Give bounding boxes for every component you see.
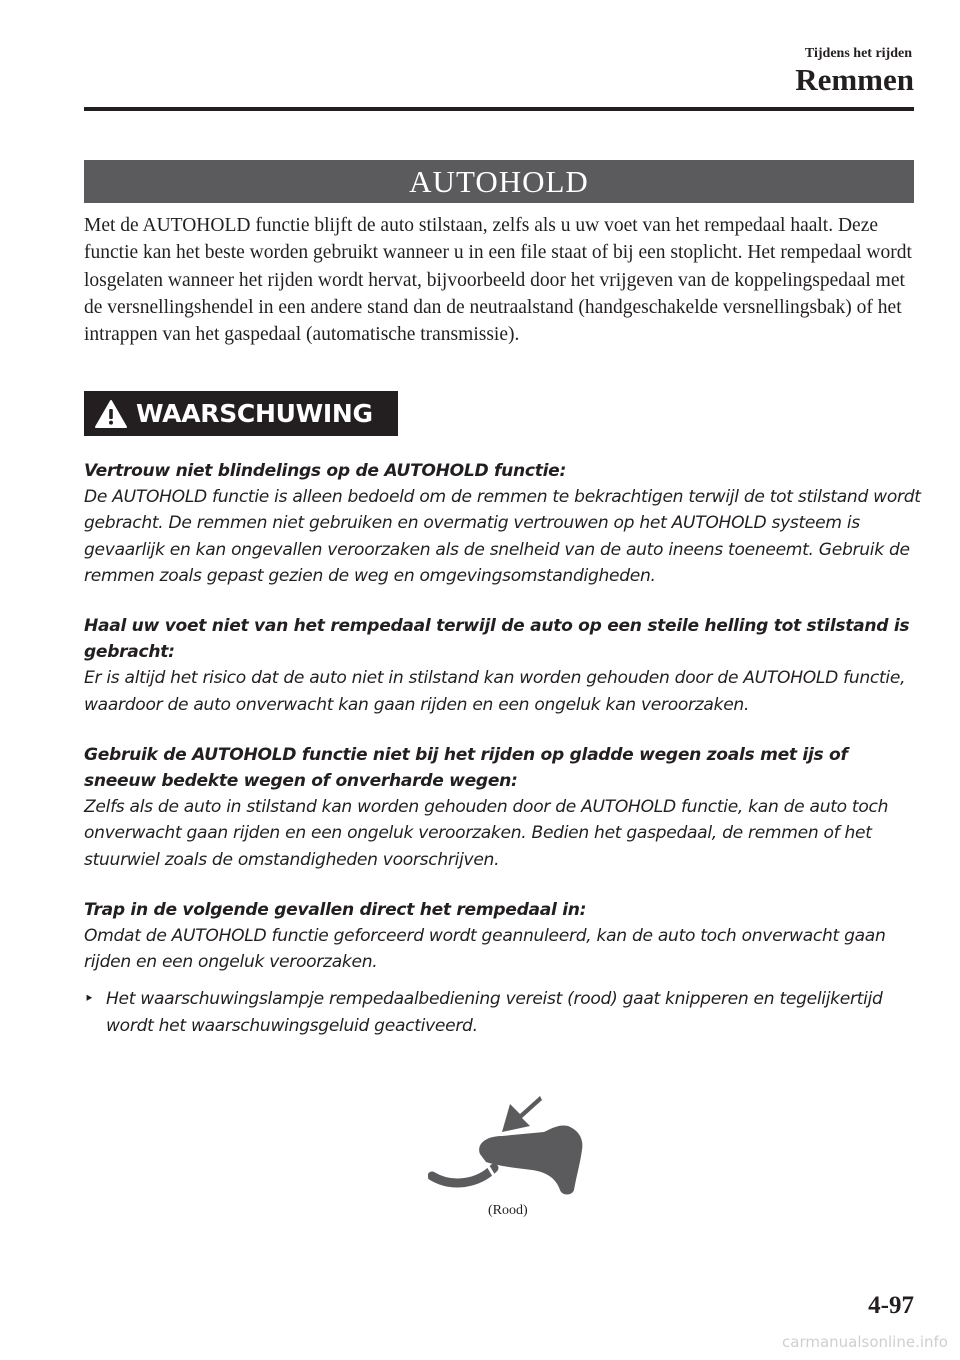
- intro-paragraph: Met de AUTOHOLD functie blijft de auto stilstaan, zelfs als u uw voet van het rempedaal haalt. Deze functie kan het beste worden gebruikt wanneer u in een file staat of bij een stoplicht. Het rempedaal wordt losgelaten wanneer het rijden wordt hervat, bijvoorbeeld door het vrijgeven van de koppelingspedaal met de versnellingshendel in een andere stand dan de neutraalstand (handgeschakelde versnellingsbak) of het intrappen van het gaspedaal (automatische transmissie).: [84, 215, 912, 346]
- pictogram-caption: (Rood): [488, 1203, 528, 1218]
- watermark: carmanualsonline.info: [782, 1333, 948, 1351]
- warning-heading: Haal uw voet niet van het rempedaal terwijl de auto op een steile helling tot stilstand is gebracht:: [84, 616, 910, 663]
- warning-label: WAARSCHUWING: [136, 399, 373, 428]
- chapter-title: Tijdens het rijden: [804, 46, 912, 61]
- warning-heading: Gebruik de AUTOHOLD functie niet bij het rijden op gladde wegen zoals met ijs of sneeuw bedekte wegen of onverharde wegen:: [84, 744, 848, 792]
- bullet-arrow-icon: ‣: [84, 989, 94, 1010]
- warning-bullet-item: [84, 986, 924, 1038]
- warning-content: [84, 458, 924, 1039]
- bullet-text: Het waarschuwingslampje rempedaalbediening vereist (rood) gaat knipperen en tegelijkertijd wordt het waarschuwingsgeluid geactiveerd.: [106, 989, 883, 1036]
- warning-body: De AUTOHOLD functie is alleen bedoeld om de remmen te bekrachtigen terwijl de tot stilstand wordt gebracht. De remmen niet gebruiken en overmatig vertrouwen op het AUTOHOLD systeem is gevaarlijk en kan ongevallen veroorzaken als de snelheid van de auto ineens toeneemt. Gebruik de remmen zoals gepast gezien de weg en omgevingsomstandigheden.: [84, 487, 921, 586]
- warning-heading: Vertrouw niet blindelings op de AUTOHOLD functie:: [84, 461, 566, 481]
- header-divider: [84, 107, 914, 111]
- warning-body: Omdat de AUTOHOLD functie geforceerd wordt geannuleerd, kan de auto toch onverwacht gaan rijden en een ongeluk veroorzaken.: [84, 926, 886, 973]
- brake-pedal-foot-icon: [428, 1092, 590, 1198]
- warning-banner: [84, 391, 398, 436]
- section-heading-bar: AUTOHOLD: [84, 160, 914, 203]
- section-title-header: Remmen: [795, 62, 914, 97]
- warning-body: Zelfs als de auto in stilstand kan worden gehouden door de AUTOHOLD functie, kan de auto toch onverwacht gaan rijden en een ongeluk veroorzaken. Bedien het gaspedaal, de remmen of het stuurwiel zoals de omstandigheden voorschrijven.: [84, 797, 889, 870]
- warning-triangle-icon: [94, 399, 128, 429]
- warning-body: Er is altijd het risico dat de auto niet in stilstand kan worden gehouden door de AUTOHOLD functie, waardoor de auto onverwacht kan gaan rijden en een ongeluk kan veroorzaken.: [84, 668, 906, 715]
- warning-heading: Trap in de volgende gevallen direct het rempedaal in:: [84, 899, 587, 920]
- page-number: 4-97: [868, 1292, 914, 1319]
